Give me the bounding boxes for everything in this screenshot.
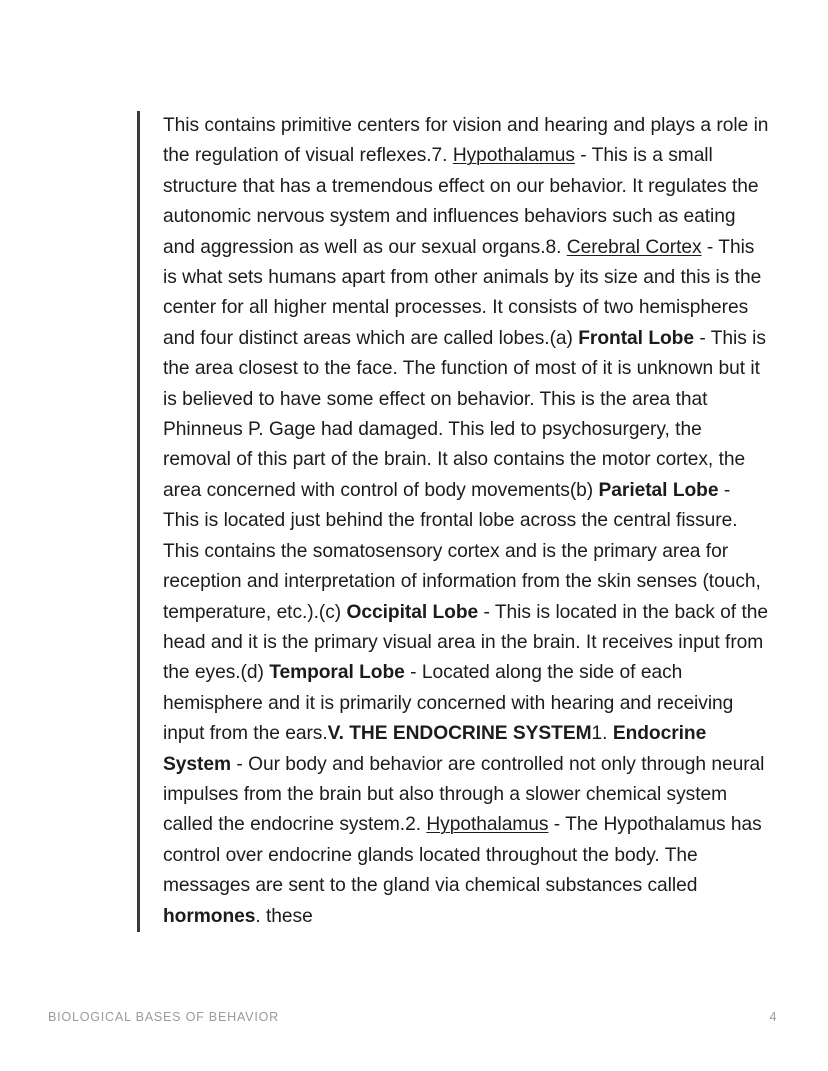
body-text-run: 1. (591, 723, 613, 745)
emphasised-term: V. THE ENDOCRINE SYSTEM (327, 723, 592, 745)
body-text-run: - This is a small structure that has a tremendous effect on our behavior. It regulates the autonomic nervous system and influences behaviors such as eating and aggression as well as our sexual organs.8. (163, 145, 759, 258)
underlined-term: Hypothalamus (452, 145, 575, 167)
emphasised-term: hormones (163, 905, 256, 927)
body-text-run: . these (255, 905, 313, 927)
footer-document-title: BIOLOGICAL BASES OF BEHAVIOR (48, 1010, 279, 1024)
body-text-run: - This is what sets humans apart from other animals by its size and this is the center for all higher mental processes. It consists of two hemispheres and four distinct areas which are called lobes.(a) (163, 236, 762, 349)
emphasised-term: Frontal Lobe (578, 327, 694, 349)
body-paragraph (140, 111, 769, 932)
body-text-run: - Located along the side of each hemisphere and it is primarily concerned with hearing and receiving input from the ears. (163, 662, 734, 745)
body-text-run: - This is located just behind the frontal lobe across the central fissure. This contains the somatosensory cortex and is the primary area for reception and interpretation of information from the skin senses (touch, temperature, etc.).(c) (163, 479, 761, 623)
body-text-run: This contains primitive centers for vision and hearing and plays a role in the regulation of visual reflexes.7. (163, 115, 769, 167)
quoted-body-block (137, 111, 769, 932)
emphasised-term: Parietal Lobe (598, 479, 719, 501)
body-text-run: - Our body and behavior are controlled not only through neural impulses from the brain but also through a slower chemical system called the endocrine system.2. (163, 753, 765, 836)
body-text-run: - The Hypothalamus has control over endocrine glands located throughout the body. The messages are sent to the gland via chemical substances called (163, 814, 762, 897)
footer-page-number: 4 (769, 1010, 777, 1024)
emphasised-term: Occipital Lobe (346, 601, 479, 623)
underlined-term: Cerebral Cortex (566, 236, 702, 258)
underlined-term: Hypothalamus (426, 814, 549, 836)
body-text-run: - This is located in the back of the head and it is the primary visual area in the brain. It receives input from the eyes.(d) (163, 601, 768, 684)
page-footer (0, 1006, 828, 1034)
body-text-run: - This is the area closest to the face. The function of most of it is unknown but it is believed to have some effect on behavior. This is the area that Phinneus P. Gage had damaged. This led to psychosurgery, the removal of this part of the brain. It also contains the motor cortex, the area concerned with control of body movements(b) (163, 327, 766, 501)
emphasised-term: Endocrine System (163, 723, 707, 775)
emphasised-term: Temporal Lobe (269, 662, 405, 684)
